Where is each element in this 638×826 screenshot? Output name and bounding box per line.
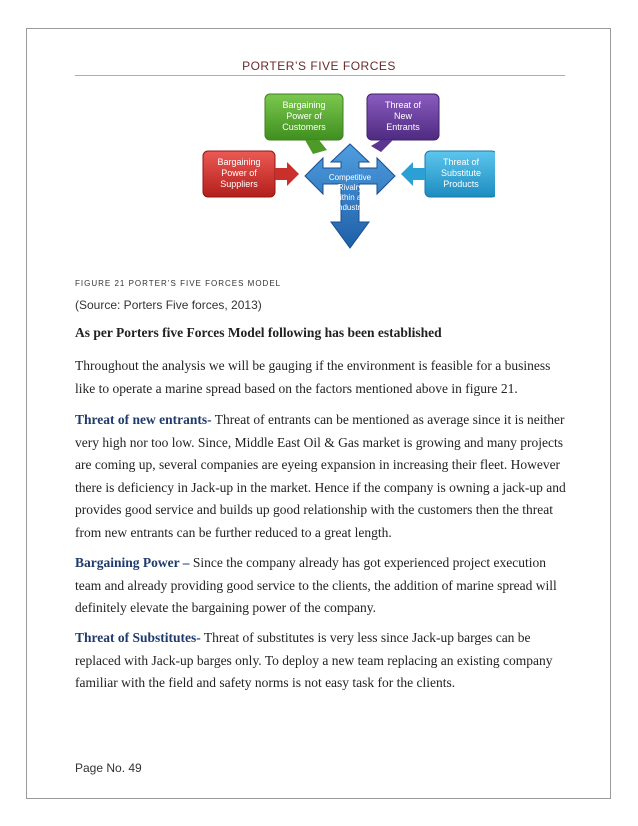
buyers-force-box xyxy=(265,94,343,154)
paragraph-text: Threat of substitutes is very less since Jack-up barges can be replaced with Jack-up barges only. To deploy a new team replacing an existing company familiar with the field and safety norms is not easy task for the clients. xyxy=(75,630,553,690)
substitutes-label-line3: Products xyxy=(443,179,479,189)
figure-caption: FIGURE 21 PORTER’S FIVE FORCES MODEL xyxy=(75,279,282,288)
entrants-label-line1: Threat of xyxy=(384,100,422,110)
rivalry-label-line1: Competitive xyxy=(328,173,372,182)
intro-paragraph: Throughout the analysis we will be gauging if the environment is feasible for a business like to operate a marine spread based on the factors mentioned above in figure 21. xyxy=(75,358,551,396)
paragraph-label: Bargaining Power – xyxy=(75,555,190,570)
entrants-arrow xyxy=(371,140,393,152)
suppliers-label-line2: Power of xyxy=(221,168,257,178)
rivalry-label-line3: within an xyxy=(334,193,366,202)
substitutes-label-line1: Threat of xyxy=(442,157,480,167)
suppliers-label-line3: Suppliers xyxy=(220,179,258,189)
paragraph-threat-new-entrants xyxy=(75,409,570,544)
paragraph-threat-substitutes xyxy=(75,627,570,695)
substitutes-label-line2: Substitute xyxy=(440,168,482,178)
substitutes-arrow xyxy=(401,162,425,186)
page-header-title: PORTER’S FIVE FORCES xyxy=(242,59,396,73)
rivalry-label-line2: Rivalry xyxy=(337,183,363,192)
entrants-force-box xyxy=(367,94,439,152)
buyers-label-line1: Bargaining xyxy=(282,100,326,110)
entrants-label-line3: Entrants xyxy=(386,122,420,132)
paragraph-label: Threat of Substitutes- xyxy=(75,630,201,645)
paragraph-label: Threat of new entrants- xyxy=(75,412,212,427)
suppliers-force-box xyxy=(203,151,299,197)
section-heading: As per Porters five Forces Model following has been established xyxy=(75,325,442,340)
header-divider xyxy=(75,75,565,76)
five-forces-diagram xyxy=(195,88,495,256)
suppliers-label-line1: Bargaining xyxy=(217,157,261,167)
buyers-label-line2: Power of xyxy=(286,111,322,121)
paragraph-text: Since the company already has got experienced project execution team and already providing good service to the clients, the addition of marine spread will definitely elevate the bargaining power of the company. xyxy=(75,555,557,615)
paragraph-text: Threat of entrants can be mentioned as average since it is neither very high nor too low. Since, Middle East Oil & Gas market is growing and many projects are coming up, several companies are eyeing expansion in increasing their fleet. However there is deficiency in Jack-up in the market. Hence if the company is owning a jack-up and provides good service and builds up good relationship with the customers then the threat from new entrants can be further reduced to a great length. xyxy=(75,412,566,540)
substitutes-force-box xyxy=(401,151,495,197)
buyers-label-line3: Customers xyxy=(282,122,326,132)
figure-source: (Source: Porters Five forces, 2013) xyxy=(75,298,262,312)
buyers-arrow xyxy=(305,140,327,154)
suppliers-arrow xyxy=(275,162,299,186)
rivalry-center-shape xyxy=(305,144,395,248)
entrants-label-line2: New xyxy=(393,111,413,121)
page-number: Page No. 49 xyxy=(75,761,142,775)
paragraph-bargaining-power xyxy=(75,552,570,620)
rivalry-label-line4: Industry xyxy=(335,203,365,212)
